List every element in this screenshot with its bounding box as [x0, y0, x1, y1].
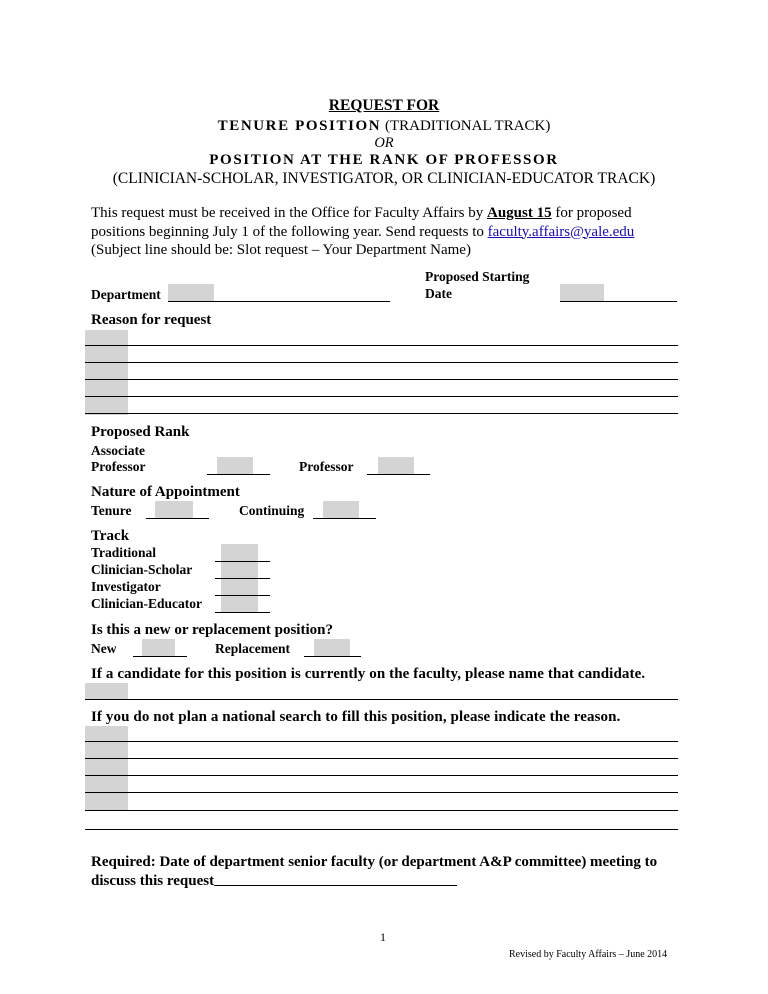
reason-line [85, 379, 678, 380]
candidate-line [85, 699, 678, 700]
page-number: 1 [380, 930, 386, 944]
reason-heading: Reason for request [91, 312, 212, 328]
intro-paragraph [91, 204, 634, 260]
appointment-heading: Nature of Appointment [91, 484, 240, 500]
reason-line [85, 396, 678, 397]
department-underline [168, 301, 390, 302]
associate-label: Associate [91, 443, 145, 458]
reason-line [85, 345, 678, 346]
track-underline [215, 595, 270, 596]
associate-professor-field[interactable] [217, 457, 253, 474]
candidate-field[interactable] [85, 683, 128, 700]
search-line [85, 741, 678, 742]
intro-line-3: (Subject line should be: Slot request – Your Department Name) [91, 242, 471, 258]
rank-heading: Proposed Rank [91, 424, 190, 440]
professor-field[interactable] [378, 457, 414, 474]
continuing-underline [313, 518, 376, 519]
tenure-label: Tenure [91, 503, 132, 518]
form-title: REQUEST FOR [328, 97, 440, 114]
intro-line-2: positions beginning July 1 of the following year. Send requests to faculty.affairs@yale.edu [91, 223, 635, 240]
traditional-track-label: (TRADITIONAL TRACK) [381, 118, 551, 134]
tenure-position-label: TENURE POSITION [217, 118, 382, 134]
associate-professor-underline [207, 474, 270, 475]
department-field[interactable] [168, 284, 214, 302]
track-underline [215, 578, 270, 579]
revised-note: Revised by Faculty Affairs – June 2014 [509, 949, 668, 960]
date-label: Date [425, 286, 452, 301]
email-link[interactable]: faculty.affairs@yale.edu [487, 223, 635, 240]
track-heading: Track [91, 528, 130, 544]
replacement-label: Replacement [215, 641, 290, 656]
track-clinician-scholar-label: Clinician-Scholar [91, 562, 193, 577]
intro-line-1: This request must be received in the Office for Faculty Affairs by August 15 for proposed [91, 205, 632, 221]
tenure-underline [146, 518, 209, 519]
search-line [85, 829, 678, 830]
required-line-1: Required: Date of department senior faculty (or department A&P committee) meeting to [91, 854, 658, 870]
track-investigator-label: Investigator [91, 579, 161, 594]
search-reason-field[interactable] [85, 726, 128, 811]
search-line [85, 792, 678, 793]
new-field[interactable] [142, 639, 175, 656]
search-question: If you do not plan a national search to fill this position, please indicate the reason. [91, 709, 621, 725]
new-label: New [91, 641, 117, 656]
continuing-field[interactable] [323, 501, 359, 518]
starting-date-field[interactable] [560, 284, 604, 302]
starting-date-underline [560, 301, 677, 302]
track-underline [215, 612, 270, 613]
search-line [85, 758, 678, 759]
track-traditional-label: Traditional [91, 545, 157, 560]
replacement-field[interactable] [314, 639, 350, 656]
department-label: Department [91, 287, 161, 302]
new-underline [133, 656, 187, 657]
replacement-underline [304, 656, 361, 657]
or-label: OR [374, 135, 394, 151]
reason-line [85, 413, 678, 414]
track-clinician-educator-label: Clinician-Educator [91, 596, 203, 611]
new-replacement-question: Is this a new or replacement position? [91, 622, 333, 638]
continuing-label: Continuing [239, 503, 305, 518]
associate-professor-label: Professor [91, 459, 146, 474]
reason-line [85, 362, 678, 363]
tenure-field[interactable] [155, 501, 193, 518]
search-line [85, 810, 678, 811]
professor-underline [367, 474, 430, 475]
track-underline [215, 561, 270, 562]
professor-label: Professor [299, 459, 354, 474]
search-line [85, 775, 678, 776]
tracks-line: (CLINICIAN-SCHOLAR, INVESTIGATOR, OR CLINICIAN-EDUCATOR TRACK) [112, 170, 656, 187]
tenure-line [0, 118, 768, 135]
professor-rank-label: POSITION AT THE RANK OF PROFESSOR [209, 152, 559, 168]
meeting-date-field[interactable] [214, 885, 457, 886]
candidate-question: If a candidate for this position is currently on the faculty, please name that candidate. [91, 666, 646, 682]
deadline: August 15 [487, 205, 552, 221]
proposed-starting-label: Proposed Starting [425, 269, 530, 284]
required-line-2: discuss this request [91, 873, 215, 889]
reason-field[interactable] [85, 330, 128, 415]
